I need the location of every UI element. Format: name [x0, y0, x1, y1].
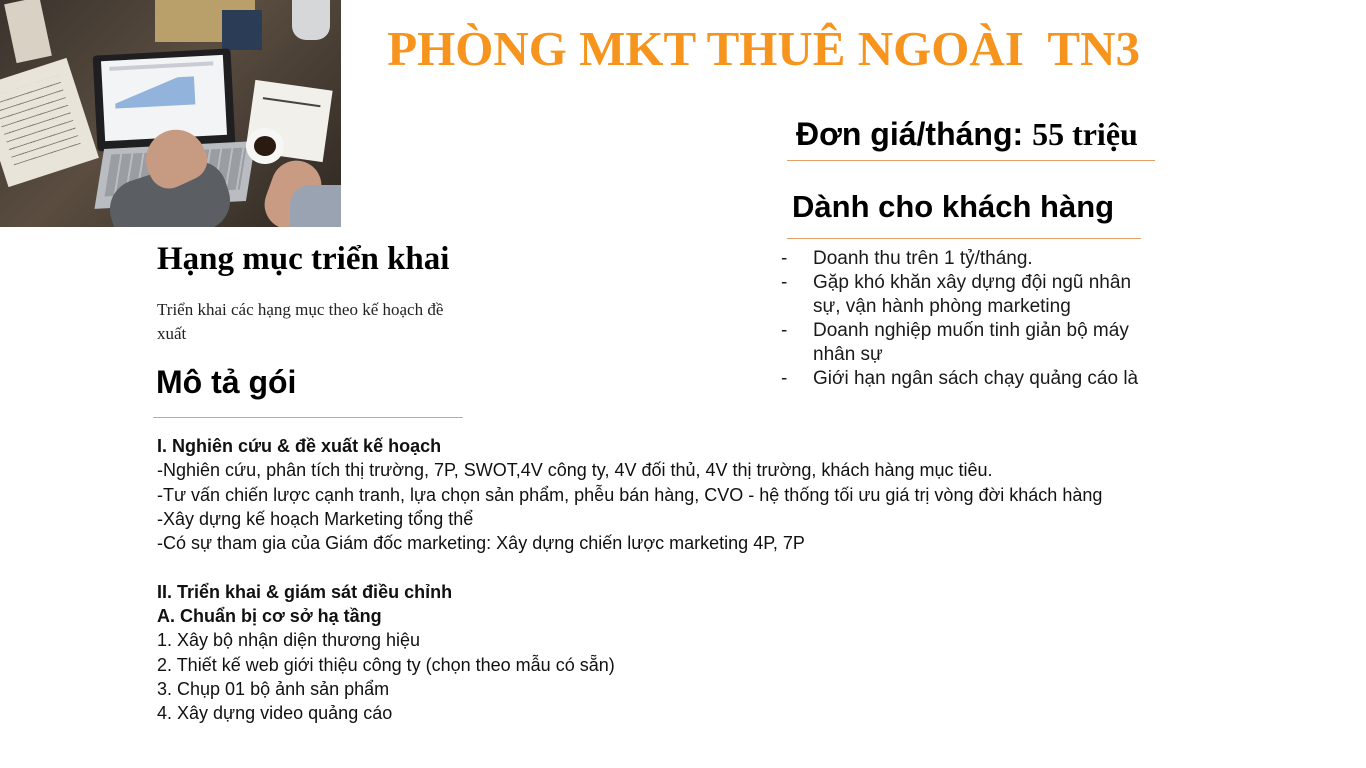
price-value: 55 triệu: [1032, 116, 1138, 152]
section2-heading: II. Triển khai & giám sát điều chỉnh: [157, 581, 453, 602]
section2-subheading: A. Chuẩn bị cơ sở hạ tầng: [157, 606, 382, 627]
audience-list: [781, 247, 1161, 391]
section2-line: 2. Thiết kế web giới thiệu công ty (chọn theo mẫu có sẵn): [157, 654, 615, 675]
section1-line: -Có sự tham gia của Giám đốc marketing: Xây dựng chiến lược marketing 4P, 7P: [157, 533, 805, 554]
section1-heading: I. Nghiên cứu & đề xuất kế hoạch: [157, 436, 442, 456]
list-item: - Gặp khó khăn xây dựng đội ngũ nhân sự, vận hành phòng marketing: [781, 272, 1132, 317]
scope-title: Hạng mục triển khai: [157, 241, 450, 277]
divider-package: [153, 417, 463, 418]
price-label: Đơn giá/tháng:: [796, 116, 1024, 152]
divider-audience: [787, 238, 1141, 239]
package-content: [157, 434, 1157, 726]
audience-title: Dành cho khách hàng: [792, 189, 1115, 224]
list-item: - Doanh nghiệp muốn tinh giản bộ máy nhân sự: [781, 320, 1129, 365]
section1-line: -Tư vấn chiến lược cạnh tranh, lựa chọn sản phẩm, phễu bán hàng, CVO - hệ thống tối ưu giá trị vòng đời khách hàng: [157, 484, 1103, 505]
section2-line: 4. Xây dựng video quảng cáo: [157, 703, 393, 724]
divider-price: [787, 160, 1155, 161]
package-title: Mô tả gói: [156, 364, 297, 400]
price-line: [796, 115, 1138, 153]
section1-line: -Xây dựng kế hoạch Marketing tổng thể: [157, 508, 474, 529]
section2-line: 1. Xây bộ nhận diện thương hiệu: [157, 630, 421, 651]
scope-description: Triển khai các hạng mục theo kế hoạch đề xuất: [157, 300, 444, 343]
page-title: PHÒNG MKT THUÊ NGOÀI TN3: [387, 21, 1140, 76]
section2-line: 3. Chụp 01 bộ ảnh sản phẩm: [157, 678, 390, 699]
list-item: - Doanh thu trên 1 tỷ/tháng.: [781, 248, 1033, 269]
section1-line: -Nghiên cứu, phân tích thị trường, 7P, SWOT,4V công ty, 4V đối thủ, 4V thị trường, khách hàng mục tiêu.: [157, 460, 993, 481]
list-item: - Giới hạn ngân sách chạy quảng cáo là: [781, 368, 1139, 389]
